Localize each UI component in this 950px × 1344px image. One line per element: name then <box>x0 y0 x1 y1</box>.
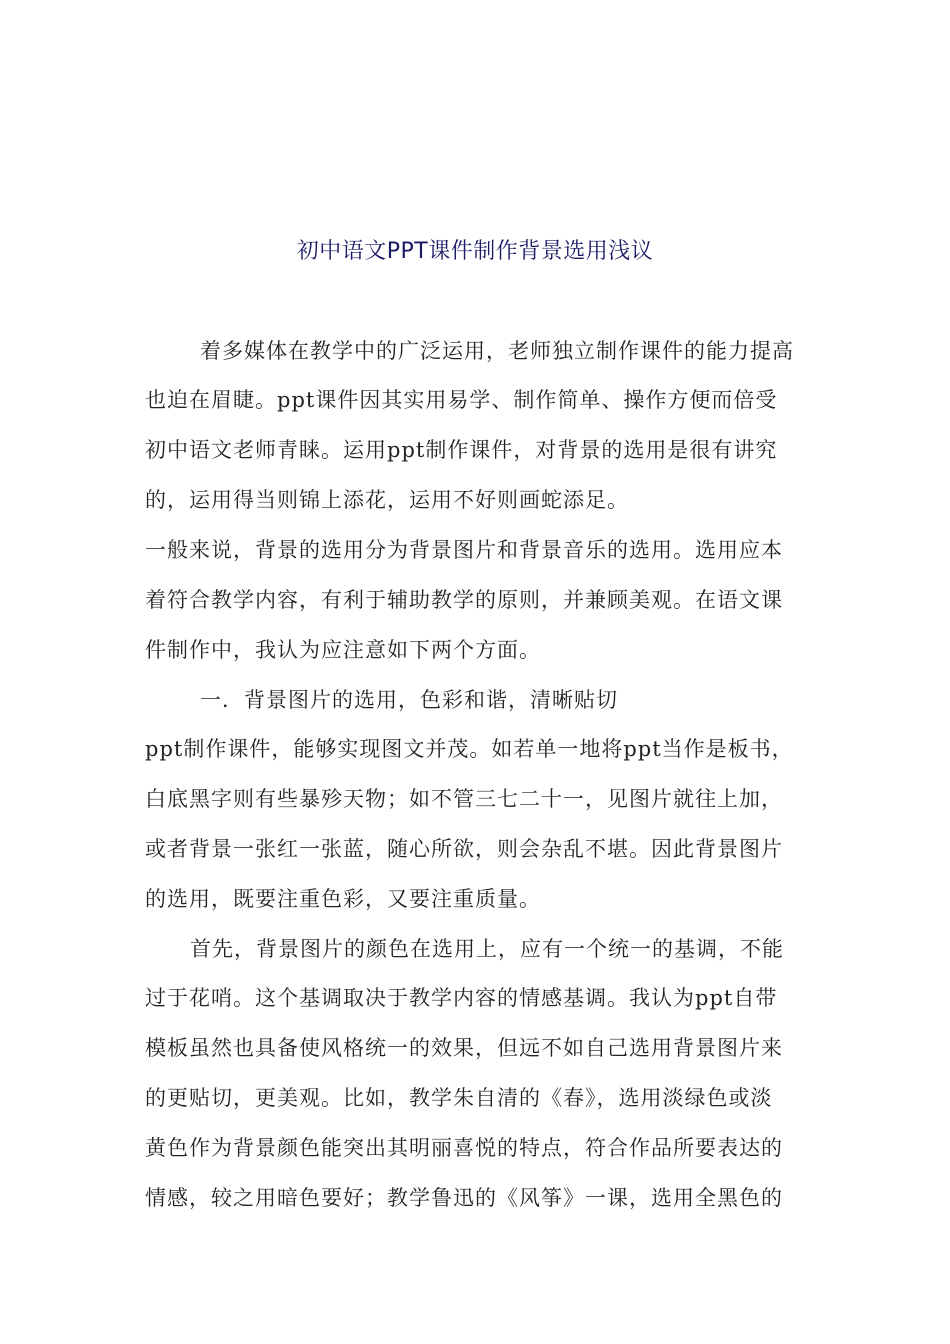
paragraph-line: 的选用，既要注重色彩，又要注重质量。 <box>145 887 541 911</box>
paragraph-line: 白底黑字则有些暴殄天物；如不管三七二十一，见图片就往上加， <box>145 787 783 811</box>
document-title: 初中语文PPT课件制作背景选用浅议 <box>296 239 654 264</box>
paragraph-line: 一般来说，背景的选用分为背景图片和背景音乐的选用。选用应本 <box>145 538 783 562</box>
paragraph-line: 初中语文老师青睐。运用ppt制作课件，对背景的选用是很有讲究 <box>145 438 778 462</box>
paragraph-line: 的更贴切，更美观。比如，教学朱自清的《春》，选用淡绿色或淡 <box>145 1086 773 1110</box>
paragraph-line: 黄色作为背景颜色能突出其明丽喜悦的特点，符合作品所要表达的 <box>145 1136 783 1160</box>
paragraph-line: 着符合教学内容，有利于辅助教学的原则，并兼顾美观。在语文课 <box>145 588 783 612</box>
paragraph-line: 或者背景一张红一张蓝，随心所欲，则会杂乱不堪。因此背景图片 <box>145 837 783 861</box>
paragraph-line: 件制作中，我认为应注意如下两个方面。 <box>145 638 541 662</box>
paragraph-line: 情感，较之用暗色要好；教学鲁迅的《风筝》一课，选用全黑色的 <box>145 1186 783 1210</box>
paragraph-line: 也迫在眉睫。ppt课件因其实用易学、制作简单、操作方便而倍受 <box>145 388 778 412</box>
section-heading: 一．背景图片的选用，色彩和谐，清晰贴切 <box>200 688 618 712</box>
paragraph-line: 的，运用得当则锦上添花，运用不好则画蛇添足。 <box>145 488 629 512</box>
paragraph-line: ppt制作课件，能够实现图文并茂。如若单一地将ppt当作是板书， <box>145 737 794 761</box>
paragraph-line: 首先，背景图片的颜色在选用上，应有一个统一的基调，不能 <box>190 937 784 961</box>
paragraph-line: 过于花哨。这个基调取决于教学内容的情感基调。我认为ppt自带 <box>145 986 778 1010</box>
paragraph-line: 着多媒体在教学中的广泛运用，老师独立制作课件的能力提高 <box>200 339 794 363</box>
paragraph-line: 模板虽然也具备使风格统一的效果，但远不如自己选用背景图片来 <box>145 1036 783 1060</box>
